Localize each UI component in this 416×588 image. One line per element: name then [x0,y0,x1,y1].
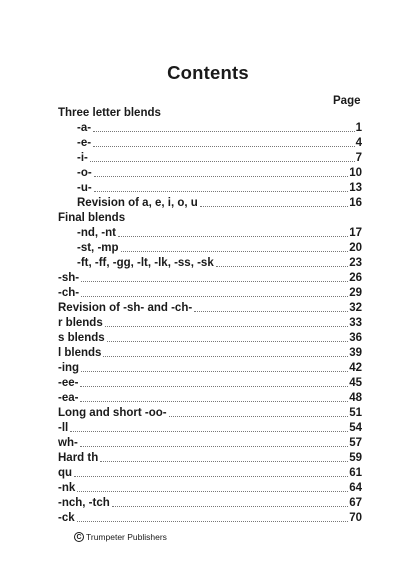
toc-entry-label: -a- [77,122,92,134]
toc-entry-page-number: 23 [349,257,362,269]
toc-entry-label: s blends [58,332,105,344]
copyright-footer [74,532,167,542]
toc-entry [58,135,362,150]
toc-entry [58,345,362,360]
toc-entry [58,465,362,480]
toc-entry-page-number: 42 [349,362,362,374]
toc-entry-label: Long and short -oo- [58,407,167,419]
dot-leader [80,386,348,387]
toc-entry [58,390,362,405]
toc-entry [58,330,362,345]
page-column-header: Page [333,95,361,107]
toc-entry-label: Three letter blends [58,107,161,119]
dot-leader [216,266,348,267]
dot-leader [81,371,348,372]
toc-entry-page-number: 45 [349,377,362,389]
toc-entry [58,435,362,450]
dot-leader [112,506,348,507]
toc-entry-page-number: 32 [349,302,362,314]
page-title: Contents [167,62,249,83]
dot-leader [169,416,349,417]
toc-entry-label: l blends [58,347,102,359]
toc-entry [58,450,362,465]
toc-entry [58,165,362,180]
toc-entry-label: -e- [77,137,92,149]
toc-entry [58,405,362,420]
toc-entry [58,240,362,255]
dot-leader [107,341,349,342]
dot-leader [103,356,348,357]
dot-leader [74,476,348,477]
toc-entry [58,120,362,135]
copyright-icon: C [74,532,84,542]
toc-entry [58,420,362,435]
publisher-name: Trumpeter Publishers [86,532,167,542]
toc-entry-page-number: 26 [349,272,362,284]
toc-entry-page-number: 10 [349,167,362,179]
toc-entry [58,255,362,270]
toc-entry [58,300,362,315]
toc-entry-label: -i- [77,152,88,164]
toc-entry-page-number: 67 [349,497,362,509]
dot-leader [81,281,348,282]
toc-entry-page-number: 33 [349,317,362,329]
toc-entry-label: Revision of -sh- and -ch- [58,302,193,314]
dot-leader [100,461,348,462]
dot-leader [105,326,348,327]
toc-entry-label: -nk [58,482,76,494]
dot-leader [118,236,348,237]
dot-leader [93,146,355,147]
toc-entry [58,495,362,510]
toc-section-heading [58,105,362,120]
toc-entry-page-number: 29 [349,287,362,299]
toc-entry-label: -u- [77,182,92,194]
toc-entry [58,225,362,240]
toc-entry-label: -st, -mp [77,242,119,254]
toc-entry-page-number: 70 [349,512,362,524]
toc-entry-page-number: 1 [355,122,362,134]
toc-entry [58,270,362,285]
toc-entry-label: -ea- [58,392,79,404]
toc-entry-page-number: 17 [349,227,362,239]
toc-entry [58,285,362,300]
toc-entry [58,360,362,375]
dot-leader [200,206,348,207]
toc-entry-page-number: 39 [349,347,362,359]
toc-entry-page-number: 36 [349,332,362,344]
dot-leader [77,491,348,492]
toc-entry [58,510,362,525]
toc-entry-page-number: 20 [349,242,362,254]
toc-entry-label: r blends [58,317,103,329]
toc-entry-page-number: 16 [349,197,362,209]
toc-section-heading [58,210,362,225]
toc-entry-label: Final blends [58,212,126,224]
toc-entry [58,480,362,495]
dot-leader [90,161,355,162]
toc-entry-label: Hard th [58,452,99,464]
dot-leader [70,431,348,432]
toc-entry-page-number: 7 [355,152,362,164]
toc-entry-label: -nd, -nt [77,227,116,239]
dot-leader [194,311,348,312]
toc-entry-label: -ch- [58,287,80,299]
dot-leader [80,446,348,447]
dot-leader [94,176,349,177]
toc-entry [58,180,362,195]
dot-leader [77,521,349,522]
toc-entry-label: -ck [58,512,75,524]
toc-entry-label: qu [58,467,73,479]
dot-leader [80,401,348,402]
toc-entry-page-number: 48 [349,392,362,404]
toc-entry-page-number: 51 [349,407,362,419]
toc-entry-page-number: 13 [349,182,362,194]
toc-entry-label: -ee- [58,377,79,389]
toc-entry-page-number: 59 [349,452,362,464]
dot-leader [94,191,349,192]
toc-entry-page-number: 54 [349,422,362,434]
toc-entry-page-number: 64 [349,482,362,494]
toc-entry-label: -o- [77,167,92,179]
dot-leader [81,296,348,297]
toc-entry-label: -nch, -tch [58,497,110,509]
dot-leader [121,251,349,252]
toc-entry-label: -ft, -ff, -gg, -lt, -lk, -ss, -sk [77,257,214,269]
toc-entry-label: wh- [58,437,78,449]
toc-entry-label: -sh- [58,272,80,284]
table-of-contents [58,105,362,525]
toc-entry-label: -ll [58,422,69,434]
toc-entry-page-number: 4 [355,137,362,149]
toc-entry [58,195,362,210]
toc-entry-page-number: 61 [349,467,362,479]
toc-entry [58,150,362,165]
dot-leader [93,131,355,132]
toc-entry-label: -ing [58,362,80,374]
toc-entry [58,375,362,390]
toc-entry-label: Revision of a, e, i, o, u [77,197,198,209]
toc-entry-page-number: 57 [349,437,362,449]
toc-entry [58,315,362,330]
